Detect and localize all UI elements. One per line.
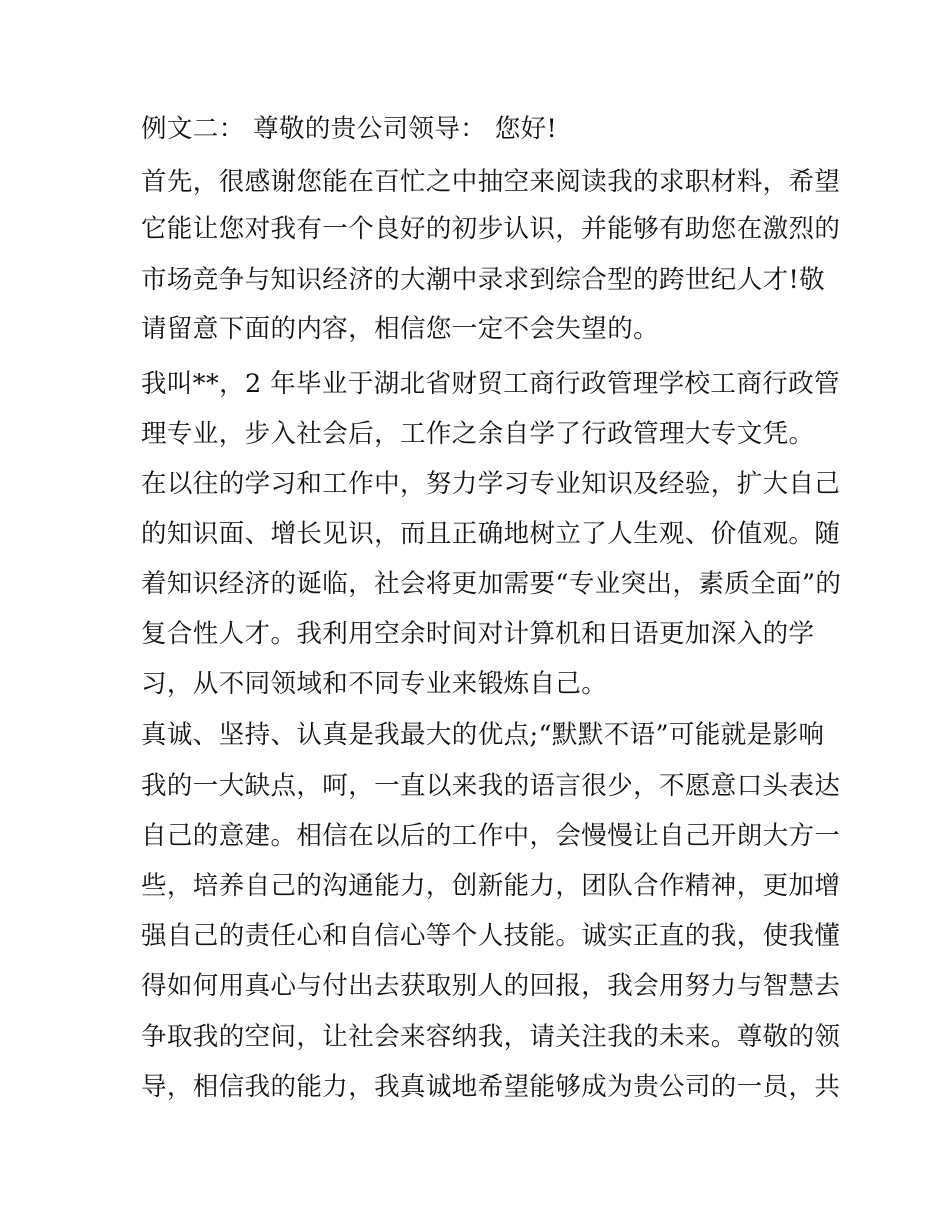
text-line: 首先，很感谢您能在百忙之中抽空来阅读我的求职材料，希望 xyxy=(141,167,841,197)
text-line: 习，从不同领域和不同专业来锻炼自己。 xyxy=(141,669,608,699)
text-line: 它能让您对我有一个良好的初步认识，并能够有助您在激烈的 xyxy=(141,214,841,244)
text-line: 争取我的空间，让社会来容纳我，请关注我的未来。尊敬的领 xyxy=(141,1022,841,1052)
text-line: 得如何用真心与付出去获取别人的回报，我会用努力与智慧去 xyxy=(141,971,841,1001)
text-line: 请留意下面的内容，相信您一定不会失望的。 xyxy=(141,314,660,344)
text-line: 自己的意建。相信在以后的工作中，会慢慢让自己开朗大方一 xyxy=(141,821,841,851)
text-line: 些，培养自己的沟通能力，创新能力，团队合作精神，更加增 xyxy=(141,871,841,901)
text-line: 市场竞争与知识经济的大潮中录求到综合型的跨世纪人才!敬 xyxy=(141,265,826,295)
text-line: 我叫**，2 年毕业于湖北省财贸工商行政管理学校工商行政管 xyxy=(141,369,840,399)
text-line: 复合性人才。我利用空余时间对计算机和日语更加深入的学 xyxy=(141,619,815,649)
text-line: 的知识面、增长见识，而且正确地树立了人生观、价值观。随 xyxy=(141,519,841,549)
text-line: 理专业，步入社会后，工作之余自学了行政管理大专文凭。 xyxy=(141,419,815,449)
text-line: 在以往的学习和工作中，努力学习专业知识及经验，扩大自己 xyxy=(141,469,841,499)
text-line: 导，相信我的能力，我真诚地希望能够成为贵公司的一员，共 xyxy=(141,1072,841,1102)
text-line: 我的一大缺点，呵，一直以来我的语言很少，不愿意口头表达 xyxy=(141,771,841,801)
text-line: 着知识经济的诞临，社会将更加需要“专业突出，素质全面”的 xyxy=(141,569,842,599)
greeting-line: 例文二： 尊敬的贵公司领导： 您好! xyxy=(141,114,558,144)
text-line: 强自己的责任心和自信心等个人技能。诚实正直的我，使我懂 xyxy=(141,921,841,951)
text-line: 真诚、坚持、认真是我最大的优点;“默默不语”可能就是影响 xyxy=(141,720,825,750)
